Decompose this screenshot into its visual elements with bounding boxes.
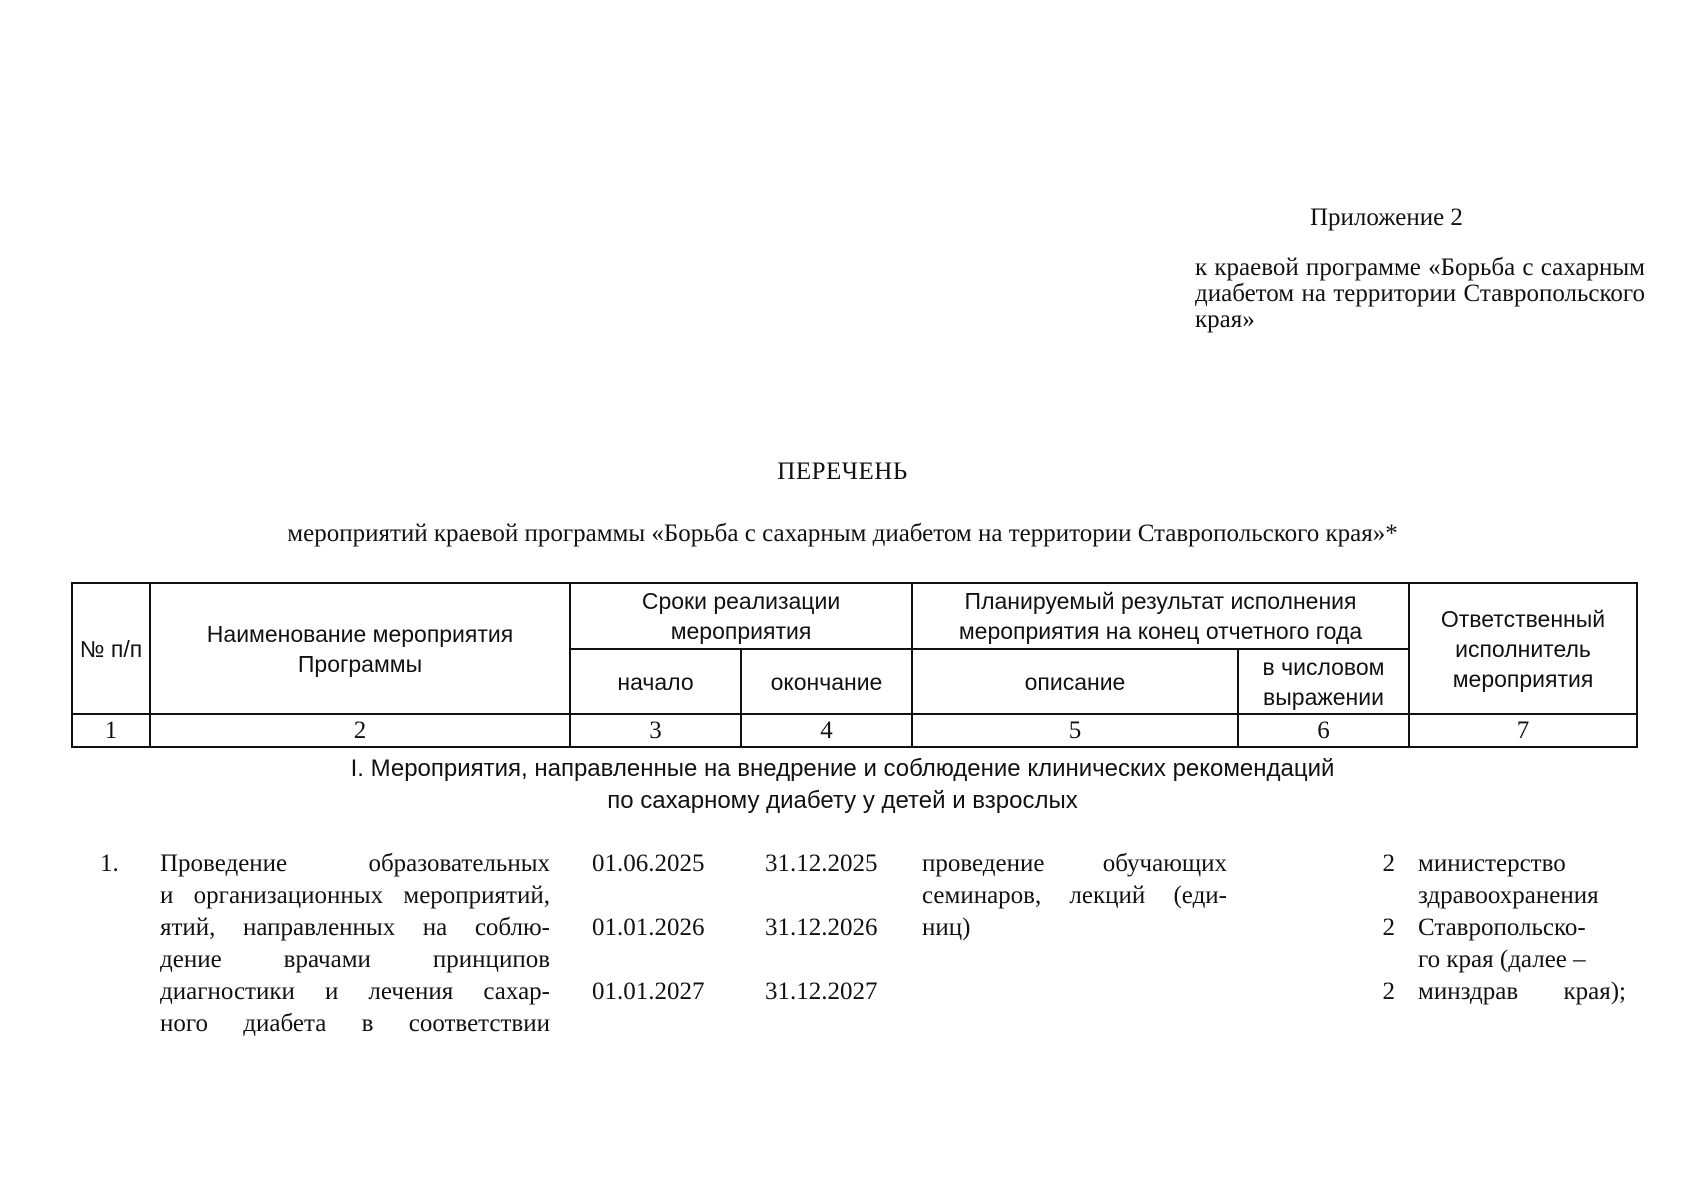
responsible-executor xyxy=(1418,848,1626,1008)
period-start-date: 01.06.2025 xyxy=(592,850,705,877)
measure-name-line: Проведение образовательных xyxy=(160,850,550,877)
period-end-date: 31.12.2025 xyxy=(765,850,878,877)
description-line: ниц) xyxy=(922,914,971,941)
measure-name-line: дение врачами принципов xyxy=(160,946,550,973)
col-number-5: 5 xyxy=(912,714,1238,747)
measure-name-line: диагностики и лечения сахар- xyxy=(160,978,550,1005)
header-name: Наименование мероприятия Программы xyxy=(150,583,570,714)
header-result: Планируемый результат исполнения мероприятия на конец отчетного года xyxy=(912,583,1409,649)
header-start: начало xyxy=(570,649,741,714)
col-number-3: 3 xyxy=(570,714,741,747)
responsible-line: министерство xyxy=(1418,850,1566,877)
description-line: семинаров, лекций (еди- xyxy=(922,882,1227,909)
col-number-7: 7 xyxy=(1409,714,1637,747)
period-start-date: 01.01.2027 xyxy=(592,978,705,1005)
section-heading-line-1: I. Мероприятия, направленные на внедрение и соблюдение клинических рекомендаций xyxy=(350,755,1335,782)
header-description: описание xyxy=(912,649,1238,714)
section-heading-line-2: по сахарному диабету у детей и взрослых xyxy=(607,787,1078,814)
result-numeric-value: 2 xyxy=(1382,914,1395,941)
row-number: 1. xyxy=(100,850,119,877)
description-line: проведение обучающих xyxy=(922,850,1227,877)
responsible-line: минздрав края); xyxy=(1418,978,1626,1005)
row-measure-name xyxy=(160,848,550,1040)
col-number-6: 6 xyxy=(1238,714,1409,747)
appendix-title: Приложение 2 xyxy=(1310,204,1463,231)
header-terms: Сроки реализации мероприятия xyxy=(570,583,912,649)
section-heading xyxy=(0,753,1685,817)
period-end-date: 31.12.2026 xyxy=(765,914,878,941)
result-description xyxy=(922,848,1227,944)
measures-header-table xyxy=(71,582,1638,748)
header-responsible: Ответственный исполнитель мероприятия xyxy=(1409,583,1637,714)
measure-name-line: ного диабета в соответствии xyxy=(160,1010,550,1037)
document-subtitle: мероприятий краевой программы «Борьба с сахарным диабетом на территории Ставропольского края»* xyxy=(287,520,1398,547)
header-numeric: в числовом выражении xyxy=(1238,649,1409,714)
result-numeric-value: 2 xyxy=(1382,978,1395,1005)
header-end: окончание xyxy=(741,649,912,714)
responsible-line: здравоохранения xyxy=(1418,882,1599,909)
document-title: ПЕРЕЧЕНЬ xyxy=(777,458,908,485)
col-number-2: 2 xyxy=(150,714,570,747)
col-number-1: 1 xyxy=(72,714,150,747)
period-end-date: 31.12.2027 xyxy=(765,978,878,1005)
responsible-line: Ставропольско- xyxy=(1418,914,1586,941)
responsible-line: го края (далее – xyxy=(1418,946,1586,973)
result-numeric-value: 2 xyxy=(1382,850,1395,877)
measure-name-line: и организационных мероприятий, xyxy=(160,882,550,909)
period-start-date: 01.01.2026 xyxy=(592,914,705,941)
appendix-text: к краевой программе «Борьба с сахарным диабетом на территории Ставропольского края» xyxy=(1195,254,1645,333)
col-number-4: 4 xyxy=(741,714,912,747)
header-num: № п/п xyxy=(72,583,150,714)
measure-name-line: ятий, направленных на соблю- xyxy=(160,914,550,941)
